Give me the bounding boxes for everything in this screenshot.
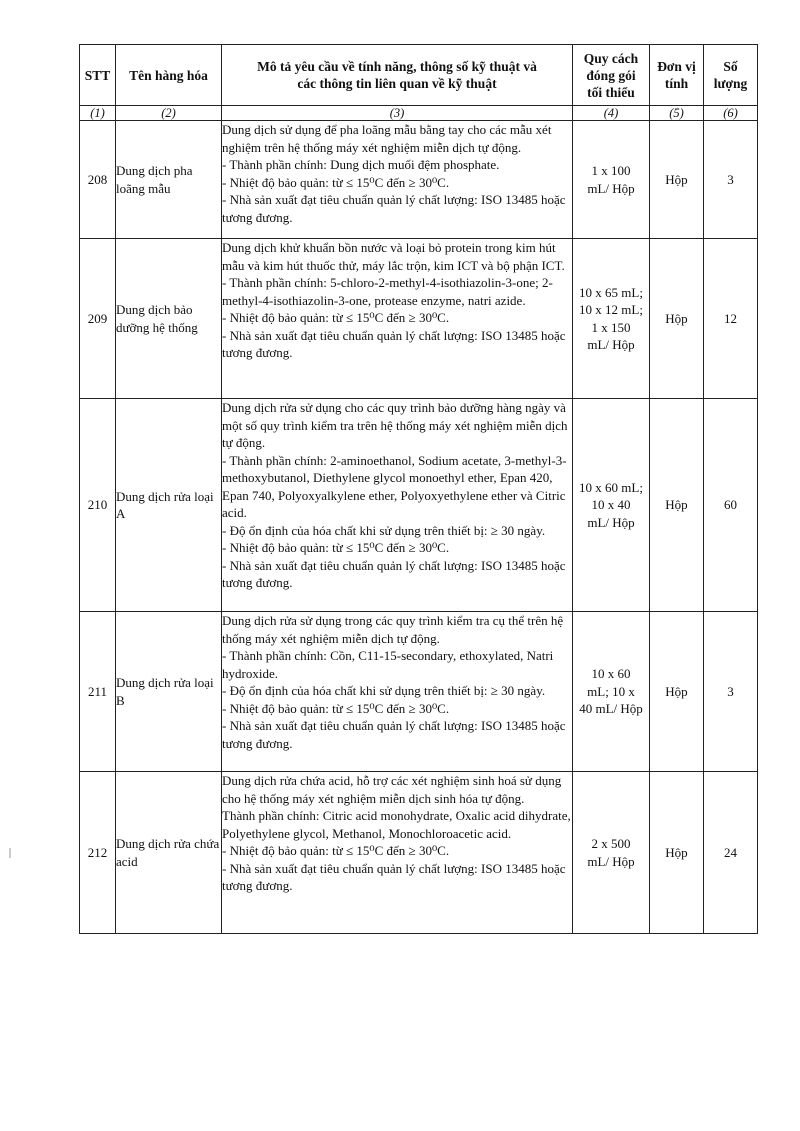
description-line: - Độ ổn định của hóa chất khi sử dụng trên thiết bị: ≥ 30 ngày. [222, 522, 546, 538]
packaging-line: mL/ Hộp [587, 853, 635, 869]
row-packaging [573, 239, 650, 399]
header-qty: Số lượng [704, 45, 758, 106]
description-line: Dung dịch rửa sử dụng cho các quy trình bảo dưỡng hàng ngày và một số quy trình kiểm tra trên hệ thống máy xét nghiệm miễn dịch tự động. [222, 400, 568, 450]
packaging-line: 10 x 60 mL; [579, 479, 643, 495]
description-line: - Nhiệt độ bảo quản: từ ≤ 15⁰C đến ≥ 30⁰C. [222, 310, 450, 325]
description-line: - Nhiệt độ bảo quản: từ ≤ 15⁰C đến ≥ 30⁰C. [222, 843, 450, 858]
packaging-line: 1 x 150 [591, 319, 631, 335]
row-stt: 209 [80, 239, 116, 399]
row-description [222, 239, 573, 399]
column-number-row [80, 106, 758, 121]
row-unit: Hộp [650, 612, 704, 772]
packaging-line: 2 x 500 [591, 836, 631, 851]
row-unit: Hộp [650, 239, 704, 399]
description-line: - Thành phần chính: Dung dịch muối đệm phosphate. [222, 157, 500, 172]
description-line: - Nhiệt độ bảo quản: từ ≤ 15⁰C đến ≥ 30⁰C. [222, 540, 450, 555]
row-unit: Hộp [650, 772, 704, 934]
colnum-3: (3) [222, 106, 573, 121]
packaging-line: 10 x 12 mL; [579, 302, 643, 317]
description-line: - Nhà sản xuất đạt tiêu chuẩn quản lý chất lượng: ISO 13485 hoặc tương đương. [222, 327, 566, 360]
row-stt: 208 [80, 121, 116, 239]
table-row [80, 772, 758, 934]
colnum-5: (5) [650, 106, 704, 121]
row-name: Dung dịch rửa chứa acid [116, 772, 222, 934]
packaging-line: mL/ Hộp [587, 514, 635, 530]
row-packaging [573, 612, 650, 772]
row-description [222, 612, 573, 772]
description-line: - Nhà sản xuất đạt tiêu chuẩn quản lý chất lượng: ISO 13485 hoặc tương đương. [222, 860, 566, 893]
description-line: Dung dịch khử khuẩn bồn nước và loại bỏ protein trong kim hút mẫu và kim hút thuốc thử, máy lắc trộn, kim ICT và bộ phận ICT. [222, 240, 565, 273]
row-name: Dung dịch bảo dưỡng hệ thống [116, 239, 222, 399]
row-packaging [573, 772, 650, 934]
description-line: - Nhà sản xuất đạt tiêu chuẩn quản lý chất lượng: ISO 13485 hoặc tương đương. [222, 718, 566, 751]
description-line: - Độ ổn định của hóa chất khi sử dụng trên thiết bị: ≥ 30 ngày. [222, 683, 546, 698]
table-row [80, 121, 758, 239]
row-quantity: 3 [704, 612, 758, 772]
colnum-2: (2) [116, 106, 222, 121]
row-quantity: 3 [704, 121, 758, 239]
description-line: - Thành phần chính: 5-chloro-2-methyl-4-isothiazolin-3-one; 2-methyl-4-isothiazolin-3-one, protease enzyme, natri azide. [222, 275, 553, 308]
description-line: Dung dịch rửa sử dụng trong các quy trình kiểm tra cụ thể trên hệ thống máy xét nghiệm miễn dịch tự động. [222, 613, 564, 646]
description-line: Dung dịch sử dụng để pha loãng mẫu bằng tay cho các mẫu xét nghiệm trên hệ thống máy xét nghiệm miễn dịch tự động. [222, 122, 552, 155]
row-description [222, 772, 573, 934]
colnum-6: (6) [704, 106, 758, 121]
row-name: Dung dịch rửa loại A [116, 399, 222, 612]
table-row [80, 399, 758, 612]
row-packaging [573, 121, 650, 239]
header-stt: STT [80, 45, 116, 106]
colnum-1: (1) [80, 106, 116, 121]
table-row [80, 239, 758, 399]
row-stt: 212 [80, 772, 116, 934]
description-line: - Thành phần chính: Cồn, C11-15-secondary, ethoxylated, Natri hydroxide. [222, 648, 554, 681]
row-description [222, 121, 573, 239]
packaging-line: 10 x 65 mL; [579, 284, 643, 300]
row-description [222, 399, 573, 612]
table-row [80, 612, 758, 772]
packaging-line: 10 x 40 [591, 497, 631, 513]
packaging-line: mL/ Hộp [587, 180, 635, 196]
row-quantity: 12 [704, 239, 758, 399]
description-line: Dung dịch rửa chứa acid, hỗ trợ các xét nghiệm sinh hoá sử dụng cho hệ thống máy xét nghiệm miễn dịch sinh hóa tự động. [222, 773, 562, 806]
row-name: Dung dịch rửa loại B [116, 612, 222, 772]
row-quantity: 24 [704, 772, 758, 934]
row-stt: 211 [80, 612, 116, 772]
header-unit: Đơn vị tính [650, 45, 704, 106]
row-packaging [573, 399, 650, 612]
description-line: - Thành phần chính: 2-aminoethanol, Sodium acetate, 3-methyl-3-methoxybutanol, Diethylene glycol monoethyl ether, Epan 420, Epan 740, Polyoxyalkylene ether, Polyoxyethylene ether và Citric acid. [222, 452, 567, 520]
header-row [80, 45, 758, 106]
packaging-line: 40 mL/ Hộp [579, 701, 643, 717]
scan-mark [9, 848, 11, 858]
packaging-line: mL/ Hộp [587, 337, 635, 352]
description-line: Thành phần chính: Citric acid monohydrate, Oxalic acid dihydrate, Polyethylene glycol, Methanol, Monochloroacetic acid. [222, 808, 571, 841]
spec-table [79, 44, 758, 934]
colnum-4: (4) [573, 106, 650, 121]
header-pack: Quy cách đóng gói tối thiểu [573, 45, 650, 106]
row-unit: Hộp [650, 121, 704, 239]
packaging-line: 1 x 100 [591, 163, 631, 178]
description-line: - Nhà sản xuất đạt tiêu chuẩn quản lý chất lượng: ISO 13485 hoặc tương đương. [222, 557, 566, 590]
row-unit: Hộp [650, 399, 704, 612]
row-quantity: 60 [704, 399, 758, 612]
header-name: Tên hàng hóa [116, 45, 222, 106]
row-name: Dung dịch pha loãng mẫu [116, 121, 222, 239]
description-line: - Nhiệt độ bảo quản: từ ≤ 15⁰C đến ≥ 30⁰C. [222, 174, 450, 190]
header-desc: Mô tả yêu cầu về tính năng, thông số kỹ thuật và các thông tin liên quan về kỹ thuật [222, 45, 573, 106]
packaging-line: mL; 10 x [587, 683, 635, 699]
row-stt: 210 [80, 399, 116, 612]
packaging-line: 10 x 60 [591, 666, 631, 682]
description-line: - Nhà sản xuất đạt tiêu chuẩn quản lý chất lượng: ISO 13485 hoặc tương đương. [222, 192, 566, 225]
description-line: - Nhiệt độ bảo quản: từ ≤ 15⁰C đến ≥ 30⁰C. [222, 700, 450, 716]
